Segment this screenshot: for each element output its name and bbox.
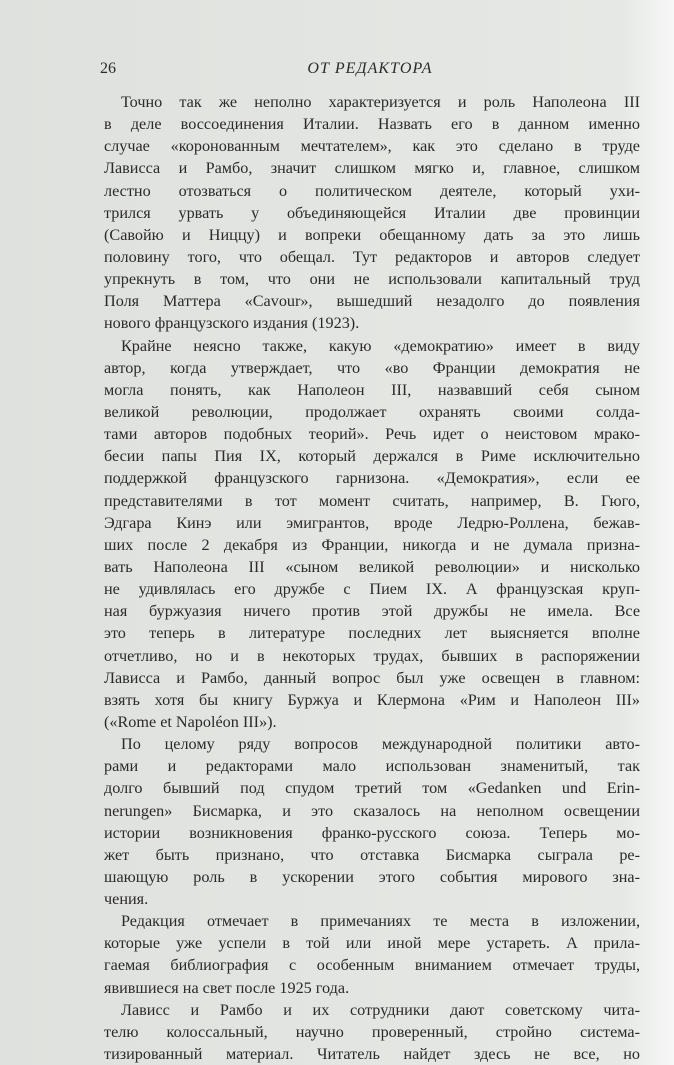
paragraph xyxy=(104,733,640,910)
paragraph xyxy=(104,335,640,734)
text-line: нового французского издания (1923). xyxy=(104,314,360,333)
text-line: тизированный материал. Читатель найдет здесь не все, но xyxy=(104,1045,640,1064)
paragraph xyxy=(104,999,640,1065)
text-line: взять хотя бы книгу Буржуа и Клермона «Рим и Наполеон III» xyxy=(104,690,640,709)
text-line: Эдгара Кинэ или эмигрантов, вроде Ледрю-Роллена, бежав- xyxy=(104,513,640,532)
running-header xyxy=(100,60,640,84)
text-line: бесии папы Пия IX, который держался в Риме исключительно xyxy=(104,447,640,466)
text-line: жет быть признано, что отставка Бисмарка сыграла ре- xyxy=(104,845,640,864)
text-line: не удивлялась его дружбе с Пием IX. А французская круп- xyxy=(104,580,640,599)
page-number: 26 xyxy=(100,60,116,77)
text-line: поддержкой французского гарнизона. «Демократия», если ее xyxy=(104,469,640,488)
text-line: тами авторов подобных теорий». Речь идет о неистовом мрако- xyxy=(104,425,640,444)
text-line: Лависс и Рамбо и их сотрудники дают советскому чита- xyxy=(121,1000,640,1019)
text-line: гаемая библиография с особенным вниманием отмечает труды, xyxy=(104,956,640,975)
text-line: представителями в тот момент считать, например, В. Гюго, xyxy=(104,491,640,510)
paragraph xyxy=(104,910,640,999)
text-line: Поля Маттера «Cavour», вышедший незадолго до появления xyxy=(104,292,640,311)
text-line: половину того, что обещал. Тут редакторов и авторов следует xyxy=(104,247,640,266)
text-line: могла понять, как Наполеон III, назвавший себя сыном xyxy=(104,380,640,399)
text-line: ших после 2 декабря из Франции, никогда и не думала призна- xyxy=(104,535,640,554)
text-line: автор, когда утверждает, что «во Франции демократия не xyxy=(104,358,640,377)
text-line: явившиеся на свет после 1925 года. xyxy=(104,978,350,997)
text-line: великой революции, продолжает охранять своими солда- xyxy=(104,402,640,421)
text-line: случае «коронованным мечтателем», как это сделано в труде xyxy=(104,137,640,156)
text-line: По целому ряду вопросов международной политики авто- xyxy=(121,735,640,754)
text-line: телю колоссальный, научно проверенный, стройно система- xyxy=(104,1022,640,1041)
text-line: которые уже успели в той или иной мере устареть. А прила- xyxy=(104,934,640,953)
text-line: Точно так же неполно характеризуется и роль Наполеона III xyxy=(121,93,640,111)
text-line: в деле воссоединения Италии. Назвать его в данном именно xyxy=(104,115,640,134)
text-line: трился урвать у объединяющейся Италии две провинции xyxy=(104,203,640,222)
text-line: ная буржуазия ничего против этой дружбы не имела. Все xyxy=(104,602,640,621)
text-line: это теперь в литературе последних лет выясняется вполне xyxy=(104,624,640,643)
text-line: истории возникновения франко-русского союза. Теперь мо- xyxy=(104,823,640,842)
text-line: Лависса и Рамбо, данный вопрос был уже освещен в главном: xyxy=(104,668,640,687)
text-line: долго бывший под спудом третий том «Gedanken und Erin- xyxy=(104,779,640,798)
text-line: лестно отозваться о политическом деятеле, который ухи- xyxy=(104,181,640,200)
text-line: Лависса и Рамбо, значит слишком мягко и, главное, слишком xyxy=(104,159,640,178)
body-text xyxy=(104,91,640,1065)
text-line: (Савойю и Ниццу) и вопреки обещанному дать за это лишь xyxy=(104,225,640,244)
text-line: упрекнуть в том, что они не использовали капитальный труд xyxy=(104,270,640,289)
text-line: отчетливо, но и в некоторых трудах, бывших в распоряжении xyxy=(104,646,640,665)
running-title: ОТ РЕДАКТОРА xyxy=(307,60,433,77)
text-line: чения. xyxy=(104,890,149,909)
text-line: («Rome et Napoléon III»). xyxy=(104,712,277,731)
text-line: nerungen» Бисмарка, и это сказалось на неполном освещении xyxy=(104,801,640,820)
text-line: Редакция отмечает в примечаниях те места в изложении, xyxy=(121,912,640,931)
text-line: рами и редакторами мало использован знаменитый, так xyxy=(104,757,640,776)
text-line: Крайне неясно также, какую «демократию» имеет в виду xyxy=(121,336,640,355)
paragraph xyxy=(104,91,640,335)
text-line: вать Наполеона III «сыном великой революции» и нисколько xyxy=(104,557,640,576)
text-line: шающую роль в ускорении этого события мирового зна- xyxy=(104,867,640,886)
